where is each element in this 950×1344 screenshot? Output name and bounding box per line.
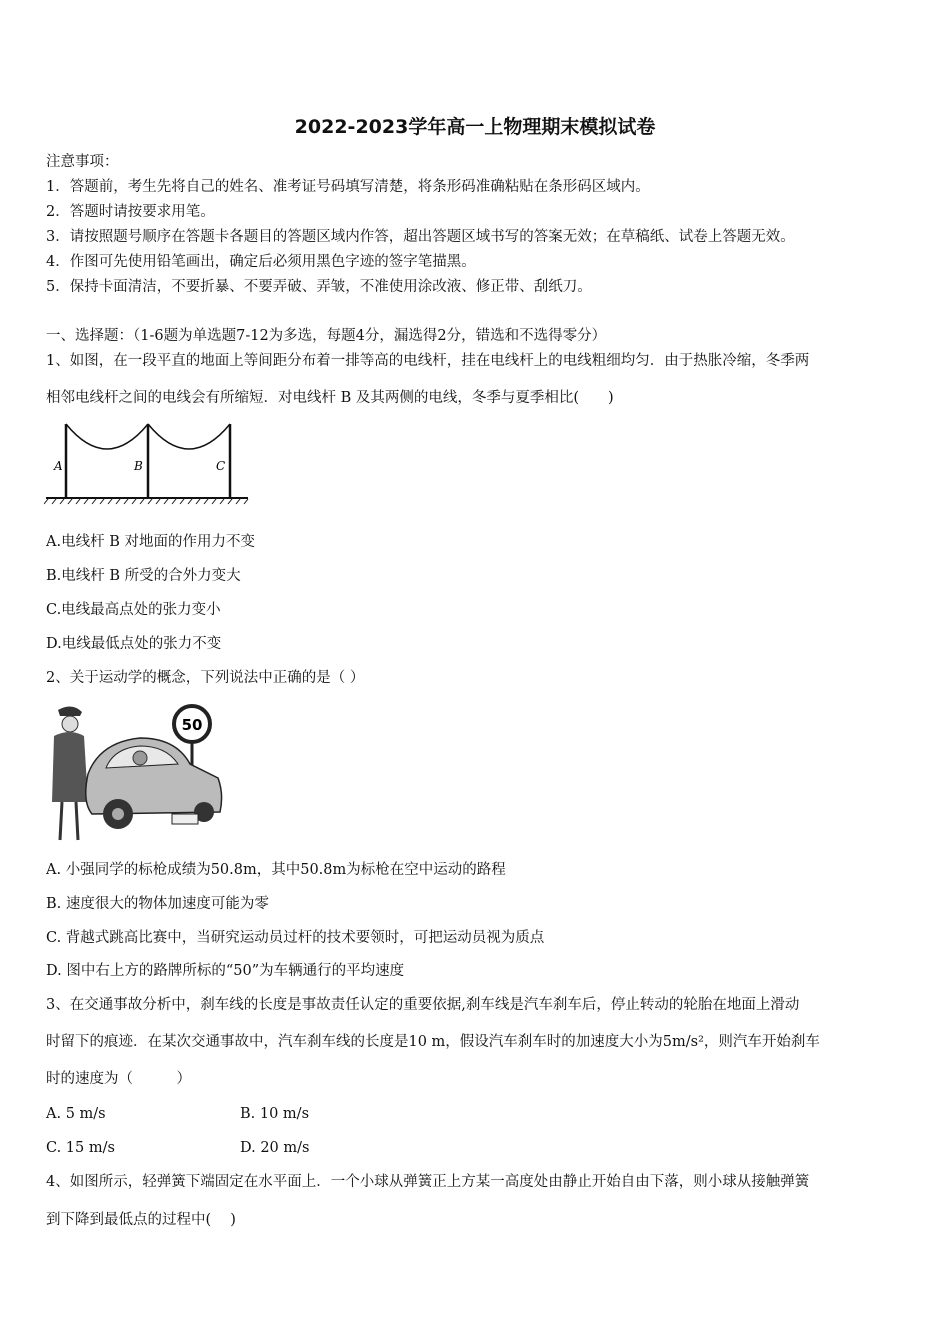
notice-item-3: 3．请按照题号顺序在答题卡各题目的答题区域内作答，超出答题区域书写的答案无效；在草稿纸、试卷上答题无效。 <box>46 229 795 245</box>
q2-option-d: D. 图中右上方的路牌所标的“50”为车辆通行的平均速度 <box>46 963 405 979</box>
q1-option-a: A.电线杆 B 对地面的作用力不变 <box>46 534 255 550</box>
q2-option-a: A. 小强同学的标枪成绩为50.8m，其中50.8m为标枪在空中运动的路程 <box>46 862 506 878</box>
wire-bc <box>148 424 230 449</box>
q1-stem-line-2: 相邻电线杆之间的电线会有所缩短．对电线杆 B 及其两侧的电线，冬季与夏季相比( ) <box>46 390 614 406</box>
page-title: 2022-2023学年高一上物理期末模拟试卷 <box>294 116 656 138</box>
section-heading: 一、选择题：（1-6题为单选题7-12为多选，每题4分，漏选得2分，错选和不选得零分） <box>46 328 607 344</box>
q3-option-a: A. 5 m/s <box>46 1106 106 1122</box>
q3-option-b: B. 10 m/s <box>240 1106 310 1122</box>
car-icon <box>86 738 222 829</box>
label-b: B <box>134 459 143 473</box>
q2-option-c: C. 背越式跳高比赛中，当研究运动员过杆的技术要领时，可把运动员视为质点 <box>46 930 545 946</box>
q3-option-d: D. 20 m/s <box>240 1140 310 1156</box>
q3-stem-line-2: 时留下的痕迹．在某次交通事故中，汽车刹车线的长度是10 m，假设汽车刹车时的加速度大小为5m/s²，则汽车开始刹车 <box>46 1034 820 1050</box>
speed-sign-label: 50 <box>181 716 203 734</box>
label-c: C <box>216 459 226 473</box>
notice-item-1: 1．答题前，考生先将自己的姓名、准考证号码填写清楚，将条形码准确粘贴在条形码区域内。 <box>46 179 650 195</box>
q2-option-b: B. 速度很大的物体加速度可能为零 <box>46 896 269 912</box>
q1-stem-line-1: 1、如图，在一段平直的地面上等间距分布着一排等高的电线杆，挂在电线杆上的电线粗细均匀．由于热胀冷缩，冬季两 <box>46 353 810 369</box>
notice-item-2: 2．答题时请按要求用笔。 <box>46 204 215 220</box>
notice-item-4: 4．作图可先使用铅笔画出，确定后必须用黑色字迹的签字笔描黑。 <box>46 254 476 270</box>
q3-stem-line-3: 时的速度为（ ） <box>46 1071 191 1087</box>
notice-item-5: 5．保持卡面清洁，不要折暴、不要弄破、弄皱，不准使用涂改液、修正带、刮纸刀。 <box>46 279 592 295</box>
q1-option-c: C.电线最高点处的张力变小 <box>46 602 221 618</box>
notice-heading: 注意事项： <box>46 154 119 170</box>
car-police-figure <box>44 702 226 842</box>
q1-option-b: B.电线杆 B 所受的合外力变大 <box>46 568 241 584</box>
q4-stem-line-2: 到下降到最低点的过程中( ) <box>46 1212 236 1228</box>
q2-stem: 2、关于运动学的概念，下列说法中正确的是（ ） <box>46 670 365 686</box>
wire-ab <box>66 424 148 449</box>
q3-option-c: C. 15 m/s <box>46 1140 115 1156</box>
power-line-figure <box>44 414 254 506</box>
ground-hatching <box>44 499 248 504</box>
police-officer-icon <box>52 706 88 840</box>
q1-option-d: D.电线最低点处的张力不变 <box>46 636 222 652</box>
q4-stem-line-1: 4、如图所示，轻弹簧下端固定在水平面上．一个小球从弹簧正上方某一高度处由静止开始自由下落，则小球从接触弹簧 <box>46 1174 810 1190</box>
label-a: A <box>54 459 63 473</box>
q3-stem-line-1: 3、在交通事故分析中，刹车线的长度是事故责任认定的重要依据,刹车线是汽车刹车后，停止转动的轮胎在地面上滑动 <box>46 997 800 1013</box>
